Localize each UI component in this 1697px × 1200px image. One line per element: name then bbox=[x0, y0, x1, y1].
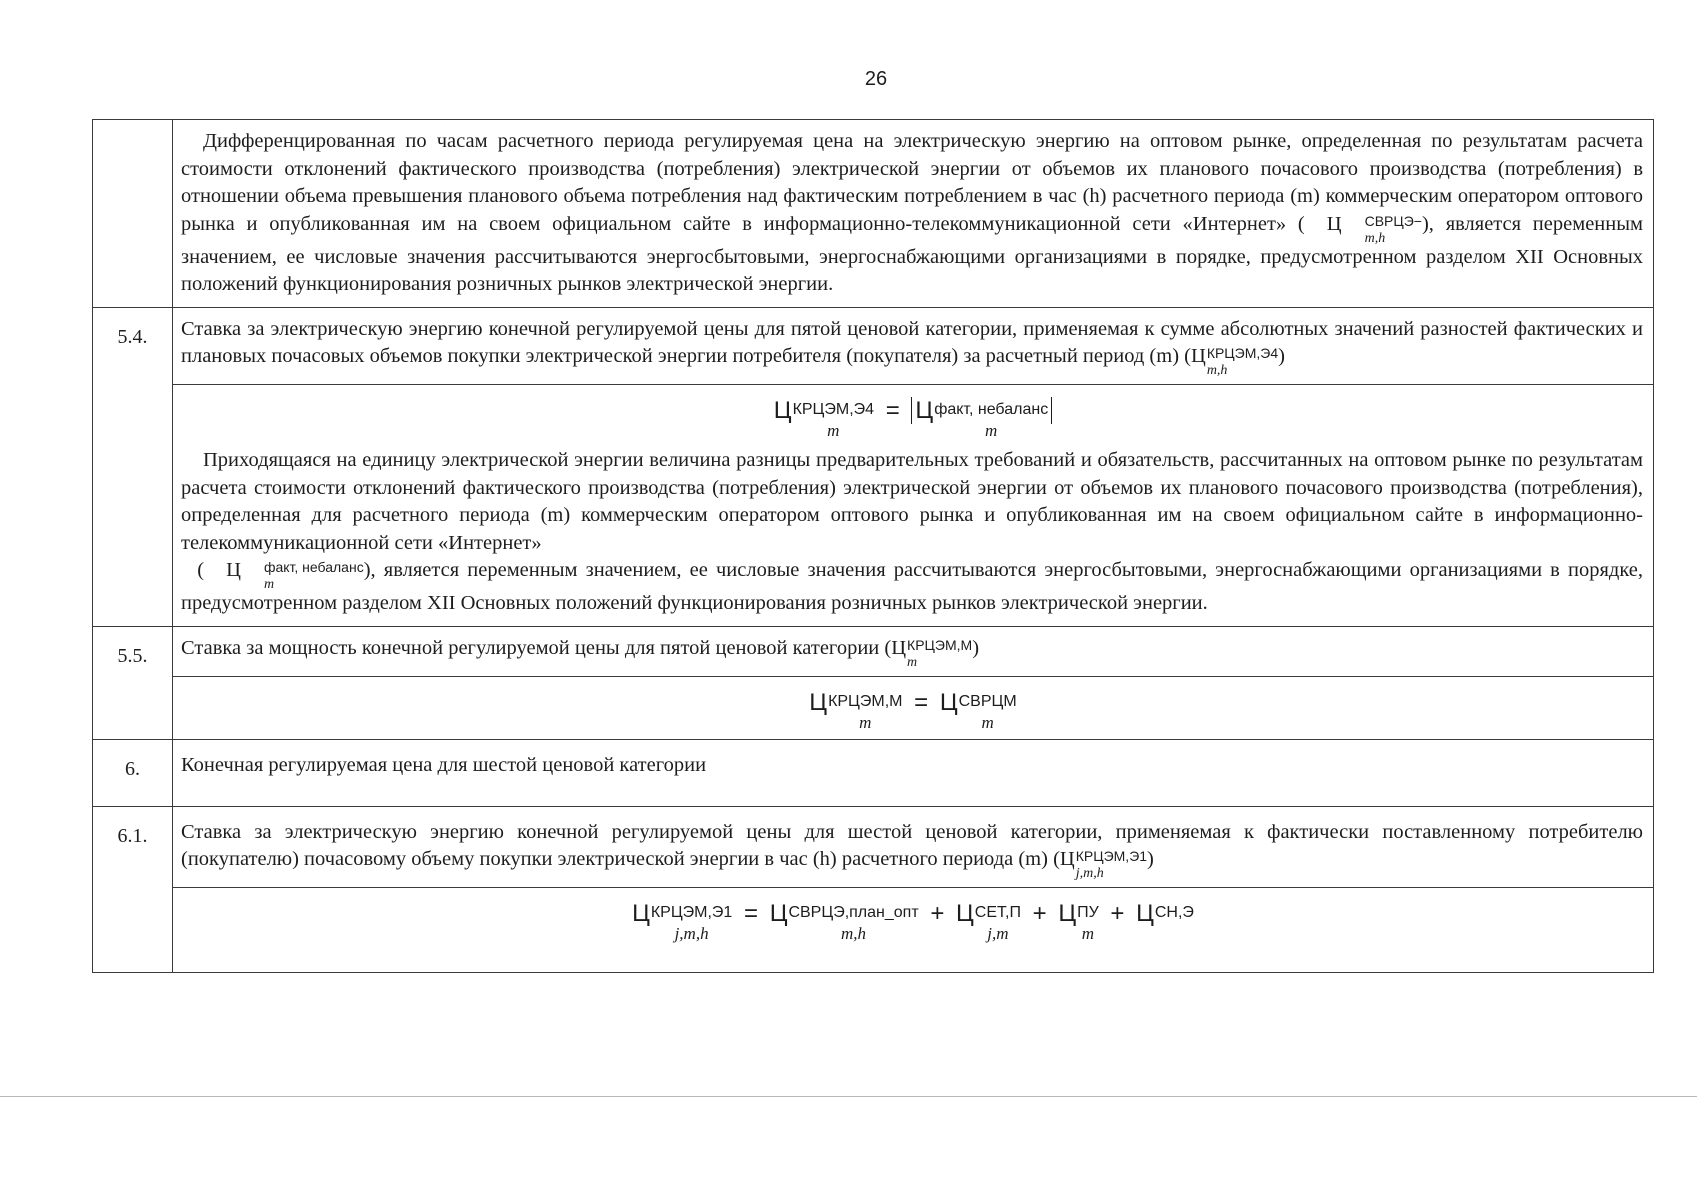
row-number: 5.4. bbox=[93, 308, 173, 626]
row-body bbox=[173, 627, 1653, 739]
table-row-6-1 bbox=[93, 806, 1653, 973]
intro-text-b: ), является переменным значением, ее числовые значения рассчитываются энергосбытовыми, энергоснабжающими организациями в порядке, предусмотренном разделом XII Основных положений функционирования розничных рынков электрической энергии. bbox=[181, 212, 1643, 295]
row-body bbox=[173, 740, 1653, 806]
table-row-5-4 bbox=[93, 307, 1653, 626]
row-number: 5.5. bbox=[93, 627, 173, 739]
row-formula-cell bbox=[173, 676, 1653, 739]
price-symbol: Ц КРЦЭМ,Э4 m,h bbox=[1191, 345, 1279, 378]
row-title: Ставка за электрическую энергию конечной регулируемой цены для шестой ценовой категории, применяемая к фактически поставленному потребителю (покупателю) почасовому объему покупки электрической энергии в час (h) расчетного периода (m) (Ц КРЦЭМ,Э1 j,m,h ) bbox=[181, 820, 1643, 881]
row-title: Конечная регулируемая цена для шестой ценовой категории bbox=[181, 753, 707, 776]
row-body bbox=[173, 308, 1653, 626]
table-row-6 bbox=[93, 739, 1653, 806]
intro-text-a: Дифференцированная по часам расчетного периода регулируемая цена на электрическую энергию на оптовом рынке, определенная по результатам расчета стоимости отклонений фактического производства (потребления) электрической энергии от объемов их планового почасового производства (потребления) в отношении объема превышения планового объема потребления над фактическим потреблением в час (h) расчетного периода (m) коммерческим оператором оптового рынка и опубликованная им на своем официальном сайте в информационно-телекоммуникационной сети «Интернет» ( bbox=[181, 130, 1643, 235]
row-title-cell bbox=[173, 308, 1653, 385]
table-row-5-5 bbox=[93, 626, 1653, 739]
tariff-table bbox=[92, 119, 1654, 973]
row-title: Ставка за электрическую энергию конечной регулируемой цены для пятой ценовой категории, применяемая к сумме абсолютных значений разностей фактических и плановых почасовых объемов покупки электрической энергии потребителя (покупателя) за расчетный период (m) (Ц КРЦЭМ,Э4 m,h ) bbox=[181, 317, 1643, 378]
row-title: Ставка за мощность конечной регулируемой цены для пятой ценовой категории (Ц КРЦЭМ,М m ) bbox=[181, 636, 980, 670]
description-paragraph: Приходящаяся на единицу электрической энергии величина разницы предварительных требований и обязательств, рассчитанных на оптовом рынке по результатам расчета стоимости отклонений фактического производства (потребления) электрической энергии от объемов их планового почасового производства (потребления), определенная для расчетного периода (m) коммерческим оператором оптового рынка и опубликованная им на своем официальном сайте в информационно-телекоммуникационной сети «Интернет» ( Ц факт, небаланс m ), является переменным значением, ее числовые значения рассчитываются энергосбытовыми, энергоснабжающими организациями в порядке, предусмотренном разделом XII Основных положений функционирования розничных рынков электрической энергии. bbox=[181, 449, 1644, 614]
row-formula-cell bbox=[173, 887, 1653, 972]
row-title-cell bbox=[173, 627, 1653, 676]
formula-6-1: Ц КРЦЭМ,Э1 j,m,h = Ц СВРЦЭ,план_опт m,h + Ц СЕТ,П j,m + Ц ПУ m + Ц СН,Э bbox=[632, 900, 1194, 943]
page-bottom-rule bbox=[0, 1096, 1697, 1097]
absolute-value: Ц факт, небаланс m bbox=[911, 397, 1052, 424]
intro-paragraph bbox=[173, 120, 1653, 307]
page-number: 26 bbox=[864, 68, 888, 90]
row-body bbox=[173, 807, 1653, 973]
price-symbol: Ц КРЦЭМ,М m bbox=[891, 636, 973, 670]
formula-5-4: Ц КРЦЭМ,Э4 m = Ц факт, небаланс m bbox=[173, 385, 1653, 447]
price-symbol: Ц КРЦЭМ,Э1 j,m,h bbox=[1059, 848, 1148, 881]
row-number-cell bbox=[93, 120, 173, 307]
row-body bbox=[173, 120, 1653, 307]
row-number: 6.1. bbox=[93, 807, 173, 973]
table-row-intro bbox=[93, 120, 1653, 307]
row-number: 6. bbox=[93, 740, 173, 806]
row-title-cell bbox=[173, 807, 1653, 888]
price-symbol: Ц факт, небаланс m bbox=[226, 559, 364, 592]
price-symbol: Ц СВРЦЭ− m,h bbox=[1326, 212, 1422, 246]
row-formula-cell bbox=[173, 384, 1653, 626]
formula-5-5: Ц КРЦЭМ,М m = Ц СВРЦМ m bbox=[809, 688, 1017, 732]
